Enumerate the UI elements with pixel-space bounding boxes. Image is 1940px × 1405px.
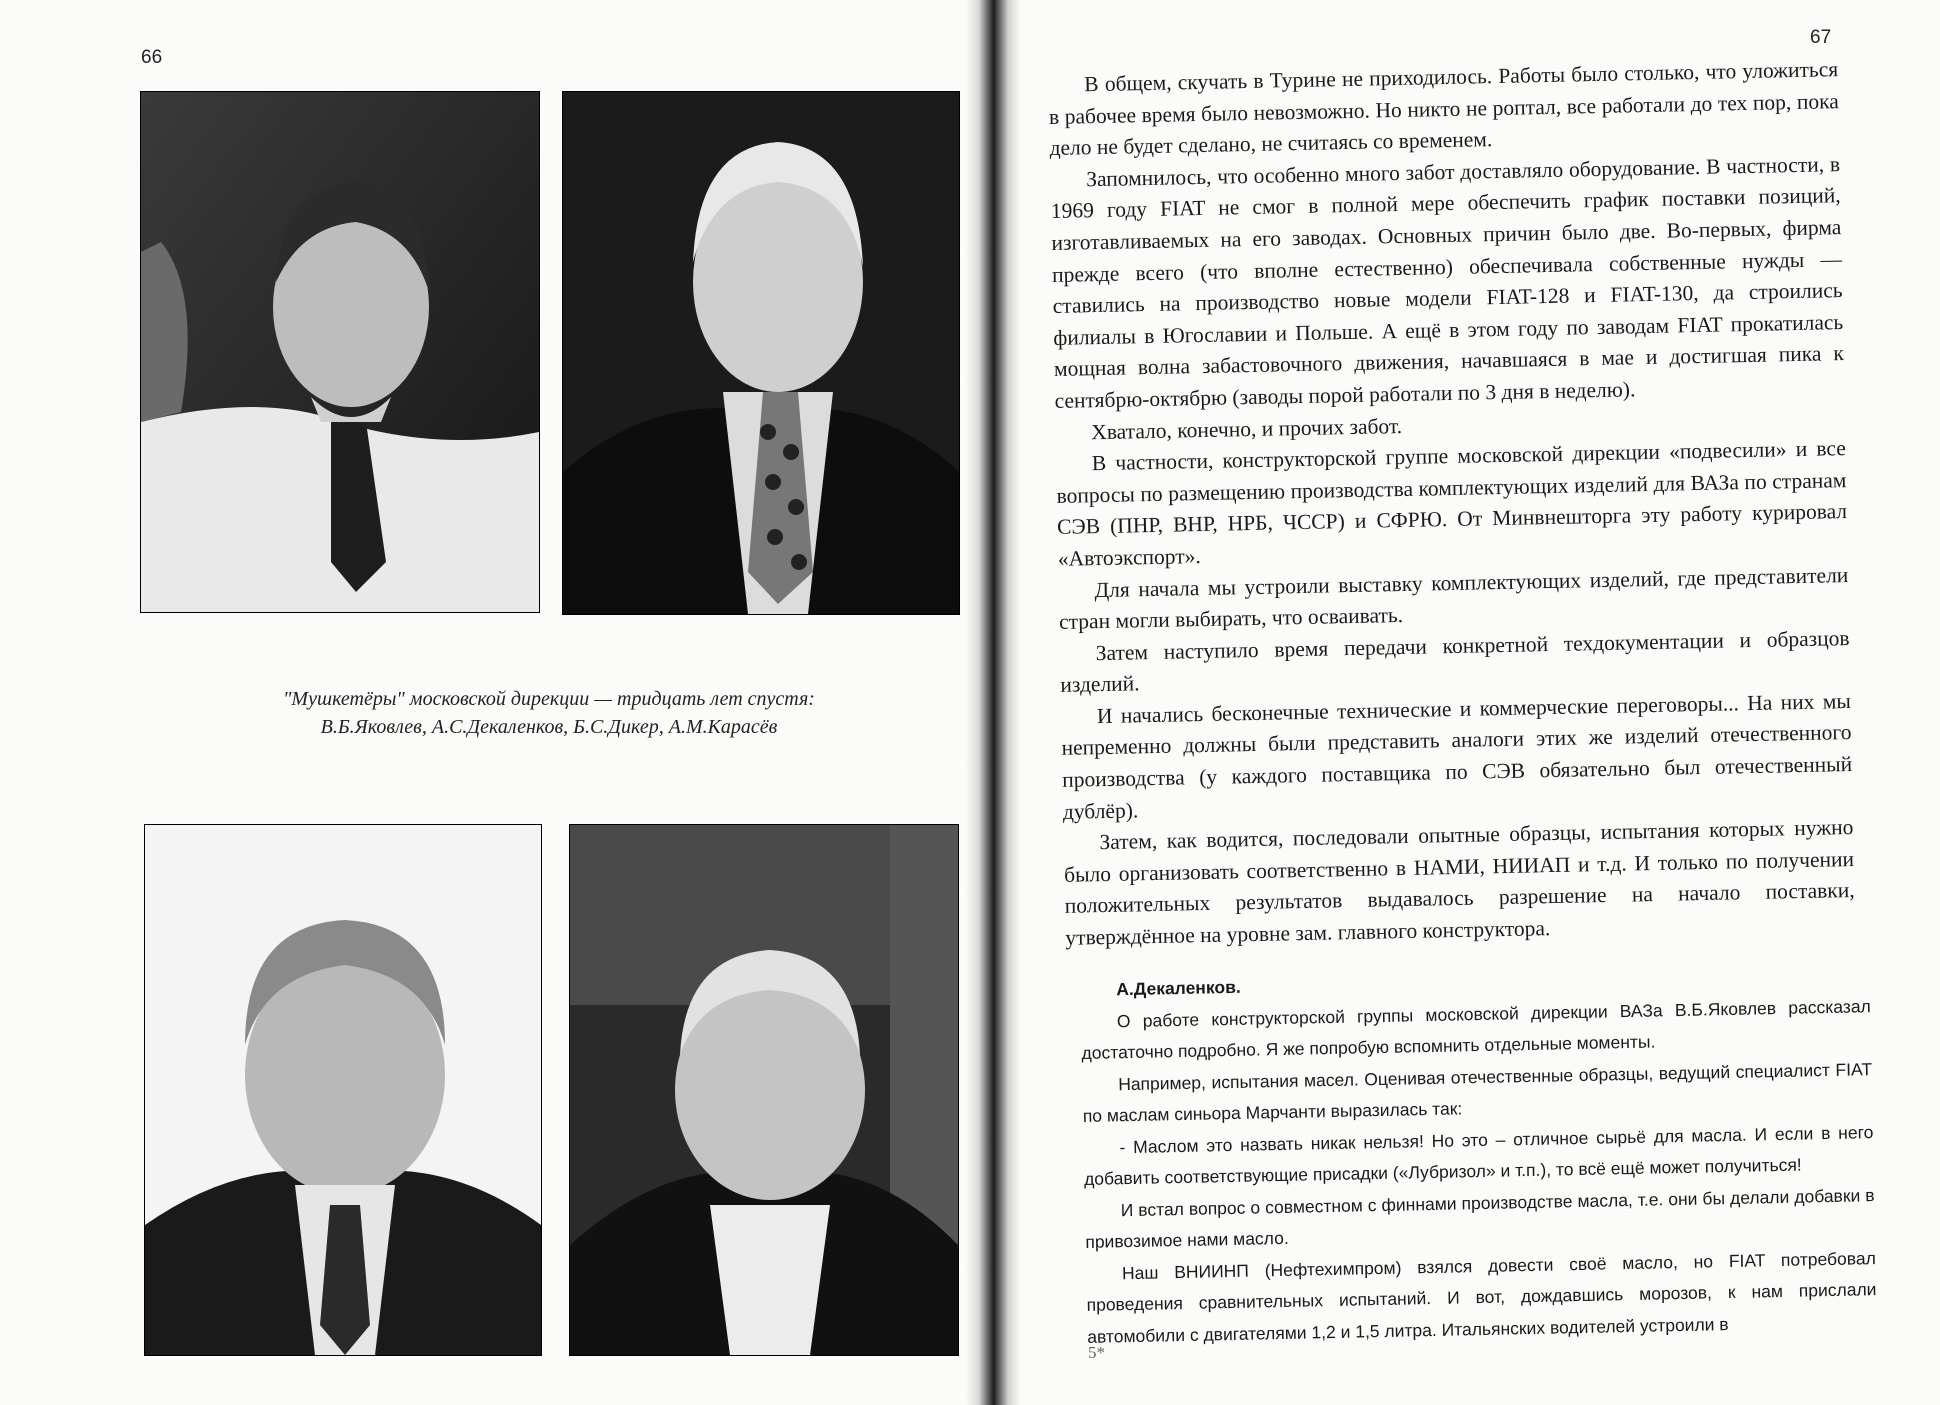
paragraph: В частности, конструкторской группе московской дирекции «подвесили» и все вопросы по размещению производства комплектующих изделий для ВАЗа по странам СЭВ (ПНР, ВНР, НРБ, ЧССР) и СФРЮ. От Минвнешторга эту работу курировал «Автоэкспорт».: [1056, 436, 1848, 571]
caption-line-2: В.Б.Яковлев, А.С.Декаленков, Б.С.Дикер, А.М.Карасёв: [320, 716, 778, 738]
paragraph: Наш ВНИИНП (Нефтехимпром) взялся довести своё масло, но FIAT потребовал проведения сравнительных испытаний. И вот, дождавшись морозов, к нам прислали автомобили с двигателями 1,2 и 1,5 литра. Итальянских водителей устроили в: [1086, 1247, 1877, 1347]
portrait-photo-1: [140, 91, 540, 613]
main-text-serif: [1048, 54, 1856, 954]
paragraph: О работе конструкторской группы московской дирекции ВАЗа В.Б.Яковлев рассказал достаточно подробно. Я же попробую вспомнить отдельные моменты.: [1081, 995, 1871, 1063]
signature-mark: 5*: [1088, 1343, 1105, 1362]
paragraph: Для начала мы устроили выставку комплектующих изделий, где представители стран могли выбирать, что осваивать.: [1058, 562, 1849, 634]
portrait-photo-2: [562, 91, 960, 615]
paragraph: Например, испытания масел. Оценивая отечественные образцы, ведущий специалист FIAT по маслам синьора Марчанти выразилась так:: [1082, 1058, 1873, 1126]
paragraph: Запомнилось, что особенно много забот доставляло оборудование. В частности, в 1969 году FIAT не смог в полной мере обеспечить график поставки позиций, изготавливаемых на его заводах. Основных причин было две. Во-первых, фирма прежде всего (что вполне естественно) обеспечивала собственные нужды — ставились на производство новые модели FIAT-128 и FIAT-130, да строились филиалы в Югославии и Польше. А ещё в этом году по заводам FIAT прокатилась мощная волна забастовочного движения, начавшаяся в мае и достигшая пика к сентябрю-октябрю (заводы порой работали по 3 дня в неделю).: [1050, 151, 1845, 413]
book-gutter: [965, 0, 1020, 1405]
photo-caption: [140, 685, 958, 741]
left-page-number: 66: [141, 47, 163, 68]
paragraph: В общем, скучать в Турине не приходилось. Работы было столько, что уложиться в рабочее время было невозможно. Но никто не роптал, все работали до тех пор, пока дело не будет сделано, не считаясь со временем.: [1048, 57, 1840, 161]
paragraph: Затем наступило время передачи конкретной техдокументации и образцов изделий.: [1060, 625, 1850, 698]
paragraph: И встал вопрос о совместном с финнами производстве масла, т.е. они бы делали добавки в привозимое нами масло.: [1085, 1184, 1875, 1252]
author-heading: А.Декаленков.: [1116, 976, 1241, 1000]
portrait-photo-3: [144, 824, 542, 1356]
paragraph: Хватало, конечно, и прочих забот.: [1091, 413, 1403, 444]
right-page-number: 67: [1810, 27, 1832, 48]
caption-line-1: "Мушкетёры" московской дирекции — тридцать лет спустя:: [283, 688, 815, 710]
paragraph: И начались бесконечные технические и коммерческие переговоры... На них мы непременно должны были представить аналоги этих же изделий отечественного производства (у каждого поставщика по СЭВ обязательно был отечественный дублёр).: [1061, 688, 1853, 824]
portrait-photo-4: [569, 824, 959, 1356]
paragraph: Затем, как водится, последовали опытные образцы, испытания которых нужно было организовать соответственно в НАМИ, НИИАП и т.д. И только по получении положительных результатов выдавалось разрешение на начало поставки, утверждённое на уровне зам. главного конструктора.: [1063, 815, 1855, 950]
main-text-sans: [1080, 959, 1877, 1353]
paragraph: - Маслом это назвать никак нельзя! Но это – отличное сырьё для масла. И если в него добавить соответствующие присадки («Лубризол» и т.п.), то всё ещё может получиться!: [1083, 1121, 1874, 1189]
